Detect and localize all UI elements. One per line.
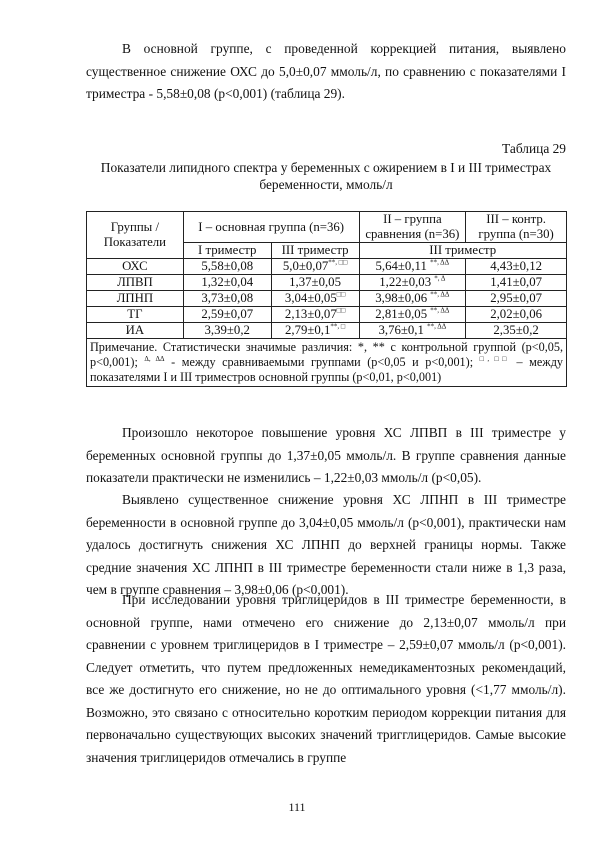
significance-mark: **, ΔΔ	[430, 258, 450, 267]
significance-mark: **, □□	[328, 258, 348, 267]
table-row	[87, 307, 567, 323]
cell-main-t3: 1,37±0,05	[271, 275, 359, 291]
cell-main-t1: 1,32±0,04	[183, 275, 271, 291]
cell-indicator: ТГ	[87, 307, 184, 323]
cell-main-t3: 5,0±0,07**, □□	[271, 259, 359, 275]
lipid-table	[86, 211, 567, 387]
table-note: Примечание. Статистически значимые различия: *, ** с контрольной группой (p<0,05, p<0,001); $^{\Delta, \Delta\Delta}$ - между сравниваемыми группами (p<0,05 и p<0,001); □, □□ – между показателями I и III триместров основной группы (p<0,01, p<0,001)	[87, 339, 567, 387]
significance-mark: **, ΔΔ	[430, 290, 450, 299]
paragraph-hdl: Произошло некоторое повышение уровня ХС ЛПВП в III триместре у беременных основной группы до 1,37±0,05 ммоль/л. В группе сравнения данные показатели практически не изменились – 1,22±0,03 ммоль/л (p<0,05).	[86, 425, 566, 485]
cell-control: 2,95±0,07	[466, 291, 567, 307]
table-row	[87, 291, 567, 307]
paragraph-triglycerides: При исследовании уровня триглицеридов в III триместре беременности, в основной группе, нами отмечено его снижение до 2,13±0,07 ммоль/л при сравнении с уровнем триглицеридов в I триместре – 2,59±0,07 ммоль/л (p<0,001). Следует отметить, что путем предложенных немедикаментозных рекомендаций, все же достигнуто его снижение, но не до оптимального уровня (<1,77 ммоль/л). Возможно, это связано с относительно коротким периодом коррекции питания для первоначально существующих высоких значений тригглицеридов. Самые высокие значения триглицеридов отмечались в группе	[86, 592, 566, 765]
cell-indicator: ОХС	[87, 259, 184, 275]
significance-mark: □□	[336, 306, 346, 315]
cell-main-t3: 3,04±0,05□□	[271, 291, 359, 307]
table-row	[87, 275, 567, 291]
significance-mark: □□	[336, 290, 346, 299]
cell-control: 2,35±0,2	[466, 323, 567, 339]
cell-control: 2,02±0,06	[466, 307, 567, 323]
cell-comparison: 3,98±0,06 $^{**, \Delta\Delta}$	[359, 291, 466, 307]
cell-indicator: ЛПВП	[87, 275, 184, 291]
significance-mark: **, □	[330, 322, 346, 331]
cell-control: 4,43±0,12	[466, 259, 567, 275]
cell-main-t1: 3,39±0,2	[183, 323, 271, 339]
table-caption: Таблица 29	[502, 141, 566, 156]
header-control-group: III – контр. группа (n=30)	[466, 212, 567, 243]
cell-indicator: ЛПНП	[87, 291, 184, 307]
header-trimester-3-span: III триместр	[359, 243, 567, 259]
significance-mark: *, Δ	[434, 274, 446, 283]
cell-comparison: 3,76±0,1 $^{**, \Delta\Delta}$	[359, 323, 466, 339]
cell-comparison: 5,64±0,11 $^{**, \Delta\Delta}$	[359, 259, 466, 275]
paragraph-ldl: Выявлено существенное снижение уровня ХС ЛПНП в III триместре беременности в основной группе до 3,04±0,05 ммоль/л (p<0,001), практически нам удалось достигнуть снижения ХС ЛПНП до верхней границы нормы. Также средние значения ХС ЛПНП в III триместре беременности стали ниже в 1,3 раза, чем в группе сравнения – 3,98±0,06 (p<0,001).	[86, 492, 566, 597]
cell-main-t1: 5,58±0,08	[183, 259, 271, 275]
header-groups: Группы / Показатели	[87, 212, 184, 259]
cell-comparison: 2,81±0,05 $^{**, \Delta\Delta}$	[359, 307, 466, 323]
header-trimester-1: I триместр	[183, 243, 271, 259]
cell-main-t3: 2,79±0,1**, □	[271, 323, 359, 339]
cell-main-t1: 2,59±0,07	[183, 307, 271, 323]
significance-mark: **, ΔΔ	[427, 322, 447, 331]
cell-comparison: 1,22±0,03 $^{*, \Delta}$	[359, 275, 466, 291]
header-trimester-3: III триместр	[271, 243, 359, 259]
cell-main-t3: 2,13±0,07□□	[271, 307, 359, 323]
header-comparison-group: II – группа сравнения (n=36)	[359, 212, 466, 243]
cell-main-t1: 3,73±0,08	[183, 291, 271, 307]
table-title: Показатели липидного спектра у беременных с ожирением в I и III триместрах беременности, ммоль/л	[100, 160, 552, 192]
cell-control: 1,41±0,07	[466, 275, 567, 291]
table-row	[87, 323, 567, 339]
table-row	[87, 259, 567, 275]
header-main-group: I – основная группа (n=36)	[183, 212, 359, 243]
page-number: 111	[288, 800, 306, 814]
significance-mark: **, ΔΔ	[430, 306, 450, 315]
cell-indicator: ИА	[87, 323, 184, 339]
intro-paragraph: В основной группе, с проведенной коррекцией питания, выявлено существенное снижение ОХС до 5,0±0,07 ммоль/л, по сравнению с показателями I триместра - 5,58±0,08 (p<0,001) (таблица 29).	[86, 41, 566, 101]
table-header-row	[87, 212, 567, 243]
table-note-row	[87, 339, 567, 387]
